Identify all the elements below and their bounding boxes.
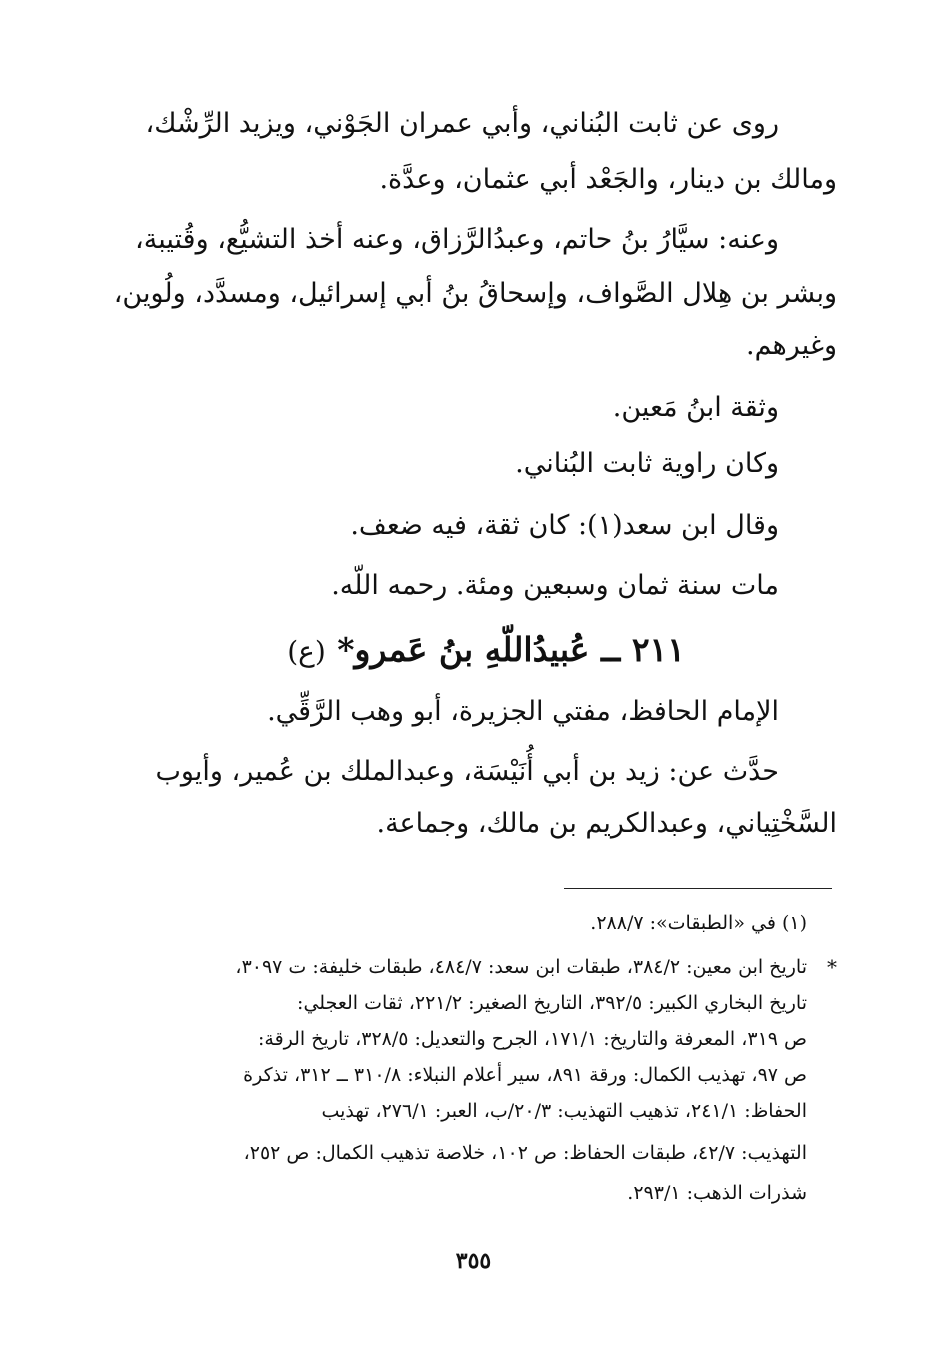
footnote-source-line: ص ٣١٩، المعرفة والتاريخ: ١٧١/١، الجرح والتعديل: ٣٢٨/٥، تاريخ الرقة: <box>257 1028 807 1050</box>
footnote-source-line: التهذيب: ٤٢/٧، طبقات الحفاظ: ص ١٠٢، خلاصة تذهيب الكمال: ص ٢٥٢، <box>243 1142 807 1164</box>
body-line: وقال ابن سعد(١): كان ثقة، فيه ضعف. <box>350 510 779 541</box>
body-line: السَّخْتِياني، وعبدالكريم بن مالك، وجماعة. <box>376 808 837 839</box>
page-number: ٣٥٥ <box>455 1248 492 1274</box>
body-line: الإمام الحافظ، مفتي الجزيرة، أبو وهب الرَّقِّي. <box>267 696 779 727</box>
footnote-source-line: ص ٩٧، تهذيب الكمال: ورقة ٨٩١، سير أعلام النبلاء: ٣١٠/٨ ــ ٣١٢، تذكرة <box>243 1064 807 1086</box>
footnote-star-marker: * <box>827 955 837 979</box>
entry-heading-tag: (ع) <box>287 635 326 668</box>
body-line: حدَّث عن: زيد بن أبي أُنَيْسَة، وعبدالملك بن عُمير، وأيوب <box>155 756 779 787</box>
footnote-divider <box>564 888 832 889</box>
body-line: روى عن ثابت البُناني، وأبي عمران الجَوْني، ويزيد الرِّشْك، <box>145 108 779 139</box>
body-line: مات سنة ثمان وسبعين ومئة. رحمه اللّه. <box>331 570 779 601</box>
footnote-source-line: الحفاظ: ٢٤١/١، تذهيب التهذيب: ٢٠/٣/ب، العبر: ٢٧٦/١، تهذيب <box>321 1100 807 1122</box>
body-line: وغيرهم. <box>746 330 837 361</box>
body-line: وكان راوية ثابت البُناني. <box>515 448 779 479</box>
body-line: وبشر بن هِلال الصَّواف، وإسحاقُ بنُ أبي إسرائيل، ومسدَّد، ولُوين، <box>113 278 837 309</box>
body-line: ومالك بن دينار، والجَعْد أبي عثمان، وعدَّة. <box>379 164 837 195</box>
footnote-source-line: تاريخ البخاري الكبير: ٣٩٢/٥، التاريخ الصغير: ٢٢١/٢، ثقات العجلي: <box>297 992 807 1014</box>
footnote-source-line: تاريخ ابن معين: ٣٨٤/٢، طبقات ابن سعد: ٤٨٤/٧، طبقات خليفة: ت ٣٠٩٧، <box>235 956 807 978</box>
footnote-source-line: شذرات الذهب: ٢٩٣/١. <box>627 1182 807 1204</box>
body-line: وثقة ابنُ مَعين. <box>612 392 779 423</box>
footnote-1: (١) في «الطبقات»: ٢٨٨/٧. <box>590 912 807 934</box>
entry-heading <box>287 628 685 674</box>
entry-heading-text: ٢١١ ــ عُبيدُاللّهِ بنُ عَمرو* <box>325 630 685 669</box>
body-line: وعنه: سيَّارُ بنُ حاتم، وعبدُالرَّزاق، وعنه أخذ التشيُّع، وقُتيبة، <box>135 224 779 255</box>
